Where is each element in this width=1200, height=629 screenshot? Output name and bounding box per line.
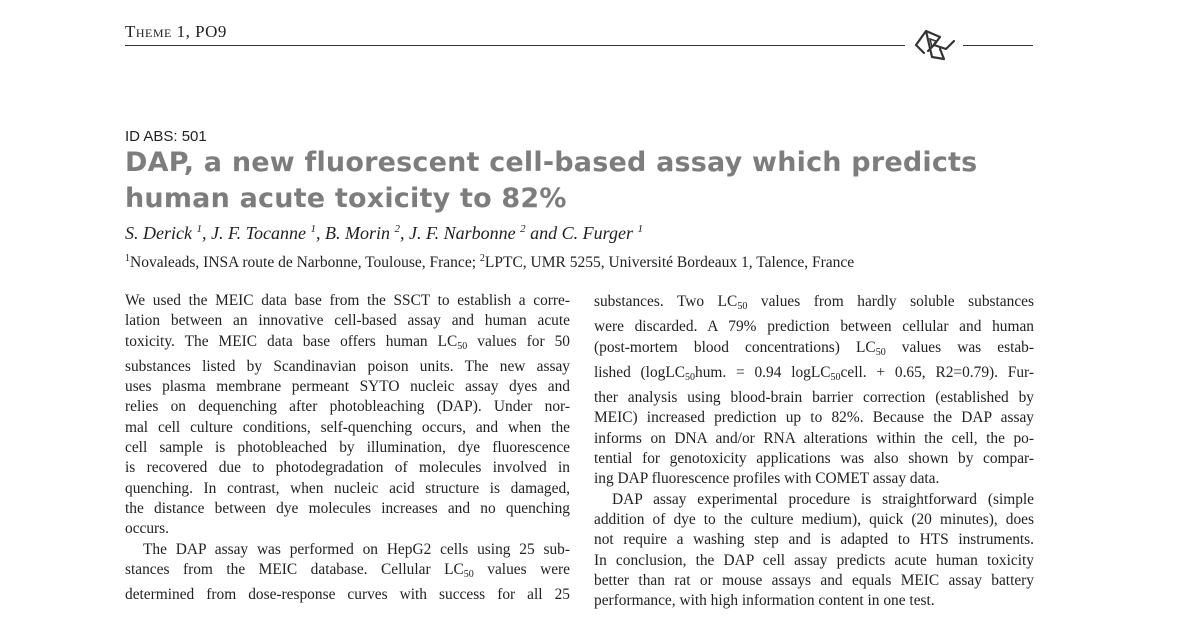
- title-line-2: human acute toxicity to 82%: [125, 183, 567, 214]
- body-text-line: We used the MEIC data base from the SSCT to establish a corre-: [125, 292, 570, 309]
- body-text-line: were discarded. A 79% prediction between cellular and human: [594, 318, 1034, 336]
- affiliations: [125, 253, 854, 272]
- body-text-line: mal cell culture conditions, self-quenching occurs, and when the: [125, 418, 570, 436]
- affiliation-mark-2: 2: [479, 253, 485, 264]
- title-line-1: DAP, a new fluorescent cell-based assay which predicts: [125, 147, 978, 178]
- header-rule-right: [963, 45, 1033, 46]
- abstract-title: [125, 145, 985, 217]
- affiliation-2: LPTC, UMR 5255, Université Bordeaux 1, Talence, France: [484, 254, 855, 272]
- body-text-line: In conclusion, the DAP cell assay predicts acute human toxicity: [594, 551, 1034, 569]
- author-affiliation-mark: 2: [520, 223, 526, 235]
- body-text-line: DAP assay experimental procedure is straightforward (simple: [612, 490, 1034, 508]
- body-text-line: better than rat or mouse assays and equals MEIC assay battery: [594, 571, 1034, 589]
- body-text-line: the distance between dye molecules increases and no quenching: [125, 499, 570, 517]
- body-text-line: substances listed by Scandinavian poison units. The new assay: [125, 357, 570, 375]
- author-affiliation-mark: 1: [310, 223, 316, 235]
- body-text-line: performance, with high information content in one test.: [594, 592, 935, 610]
- author-affiliation-mark: 2: [394, 223, 400, 235]
- body-column-left: [125, 291, 570, 605]
- body-column-right: [594, 292, 1034, 611]
- header-rule-left: [125, 45, 905, 46]
- body-text-line: addition of dye to the culture medium), quick (20 minutes), does: [594, 510, 1034, 528]
- body-text-line: relies on dequenching after photobleaching (DAP). Under nor-: [125, 398, 570, 416]
- body-text-line: occurs.: [125, 520, 170, 538]
- body-text-line: cell sample is photobleached by illumination, dye fluorescence: [125, 439, 570, 457]
- body-text-line: (post-mortem blood concentrations) $LC_{50}$ values was estab-: [594, 338, 1034, 358]
- body-text-line: not require a washing step and is adapted to HTS instruments.: [594, 531, 1034, 549]
- body-text-line: stances from the MEIC database. Cellular $LC_{50}$ values were: [125, 560, 571, 580]
- theme-label: Theme 1, PO9: [125, 22, 227, 41]
- page-header: [125, 22, 227, 42]
- author-name: B. Morin: [325, 223, 390, 243]
- author-name: J. F. Narbonne: [409, 223, 516, 243]
- author-name: C. Furger: [561, 223, 634, 243]
- body-text-line: substances. Two $LC_{50}$ values from hardly soluble substances: [594, 293, 1034, 312]
- body-text-line: uses plasma membrane permeant SYTO nucleic assay dyes and: [125, 378, 570, 396]
- body-text-line: toxicity. The MEIC data base offers human $LC_{50}$ values for 50: [125, 332, 570, 352]
- author-name: J. F. Tocanne: [210, 223, 306, 243]
- body-text-line: ther analysis using blood-brain barrier correction (established by: [594, 389, 1034, 407]
- author-affiliation-mark: 1: [637, 223, 644, 235]
- body-text-line: MEIC) increased prediction up to 82%. Because the DAP assay: [594, 409, 1034, 427]
- body-text-line: The DAP assay was performed on HepG2 cells using 25 sub-: [143, 540, 570, 558]
- body-text-line: lation between an innovative cell-based assay and human acute: [125, 312, 570, 330]
- body-text-line: is recovered due to photodegradation of molecules involved in: [125, 459, 570, 477]
- affiliation-mark-1: 1: [125, 253, 130, 264]
- author-name: S. Derick: [125, 223, 192, 243]
- body-text-line: informs on DNA and/or RNA alterations within the cell, the po-: [594, 429, 1034, 447]
- affiliation-1: Novaleads, INSA route de Narbonne, Toulouse, France;: [130, 254, 480, 272]
- body-text-line: tential for genotoxicity applications was also shown by compar-: [594, 450, 1034, 468]
- body-text-line: lished (logLC$_{50}$hum. = 0.94 logLC$_{50}$cell. + 0.65, R2=0.79). Fur-: [594, 363, 1034, 383]
- journal-logo-icon: [910, 27, 958, 63]
- body-text-line: quenching. In contrast, when nucleic acid structure is damaged,: [125, 479, 570, 497]
- body-text-line: determined from dose-response curves with success for all 25: [125, 586, 570, 604]
- author-list: S. Derick $^1$, J. F. Tocanne $^1$, B. Morin $^2$, J. F. Narbonne $^2$ and C. Furger $^1$: [125, 223, 644, 243]
- author-affiliation-mark: 1: [196, 223, 202, 235]
- body-text-line: ing DAP fluorescence profiles with COMET assay data.: [594, 470, 940, 488]
- abstract-id: ID ABS: 501: [125, 128, 207, 145]
